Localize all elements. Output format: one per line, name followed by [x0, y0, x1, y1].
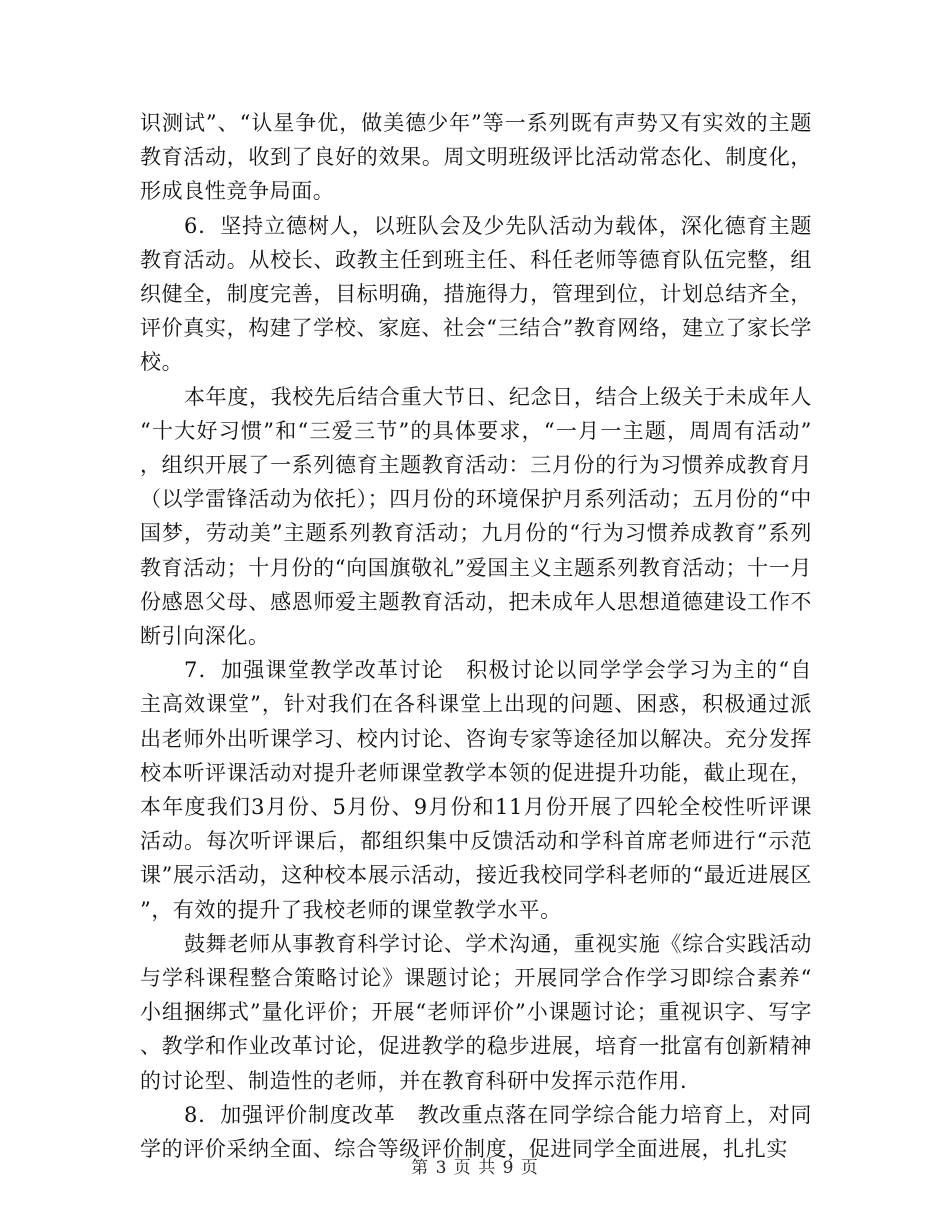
page-number-footer: 第 3 页 共 9 页	[411, 1158, 539, 1178]
paragraph-2: 6．坚持立德树人，以班队会及少先队活动为载体，深化德育主题教育活动。从校长、政教主任到班主任、科任老师等德育队伍完整，组织健全，制度完善，目标明确，措施得力，管理到位，计划总结齐全，评价真实，构建了学校、家庭、社会“三结合”教育网络，建立了家长学校。	[140, 213, 812, 375]
paragraph-6: 8．加强评价制度改革 教改重点落在同学综合能力培育上，对同学的评价采纳全面、综合等级评价制度，促进同学全面进展，扎扎实	[140, 1102, 812, 1162]
paragraph-1: 识测试”、“认星争优，做美德少年”等一系列既有声势又有实效的主题教育活动，收到了良好的效果。周文明班级评比活动常态化、制度化，形成良性竞争局面。	[140, 111, 812, 204]
paragraph-5: 鼓舞老师从事教育科学讨论、学术沟通，重视实施《综合实践活动与学科课程整合策略讨论》课题讨论；开展同学合作学习即综合素养“小组捆绑式”量化评价；开展“老师评价”小课题讨论；重视识字、写字、教学和作业改革讨论，促进教学的稳步进展，培育一批富有创新精神的讨论型、制造性的老师，并在教育科研中发挥示范作用.	[140, 931, 812, 1093]
paragraph-4: 7．加强课堂教学改革讨论 积极讨论以同学学会学习为主的“自主高效课堂”，针对我们在各科课堂上出现的问题、困惑，积极通过派出老师外出听课学习、校内讨论、咨询专家等途径加以解决。充分发挥校本听评课活动对提升老师课堂教学本领的促进提升功能，截止现在，本年度我们3月份、5月份、9月份和11月份开展了四轮全校性听评课活动。每次听评课后，都组织集中反馈活动和学科首席老师进行“示范课”展示活动，这种校本展示活动，接近我校同学科老师的“最近进展区”，有效的提升了我校老师的课堂教学水平。	[140, 658, 812, 922]
paragraph-3: 本年度，我校先后结合重大节日、纪念日，结合上级关于未成年人“十大好习惯”和“三爱三节”的具体要求，“一月一主题，周周有活动”，组织开展了一系列德育主题教育活动：三月份的行为习惯养成教育月（以学雷锋活动为依托）；四月份的环境保护月系列活动；五月份的“中国梦，劳动美”主题系列教育活动；九月份的“行为习惯养成教育”系列教育活动；十月份的“向国旗敬礼”爱国主义主题系列教育活动；十一月份感恩父母、感恩师爱主题教育活动，把未成年人思想道德建设工作不断引向深化。	[140, 384, 812, 649]
document-body	[140, 106, 812, 1166]
